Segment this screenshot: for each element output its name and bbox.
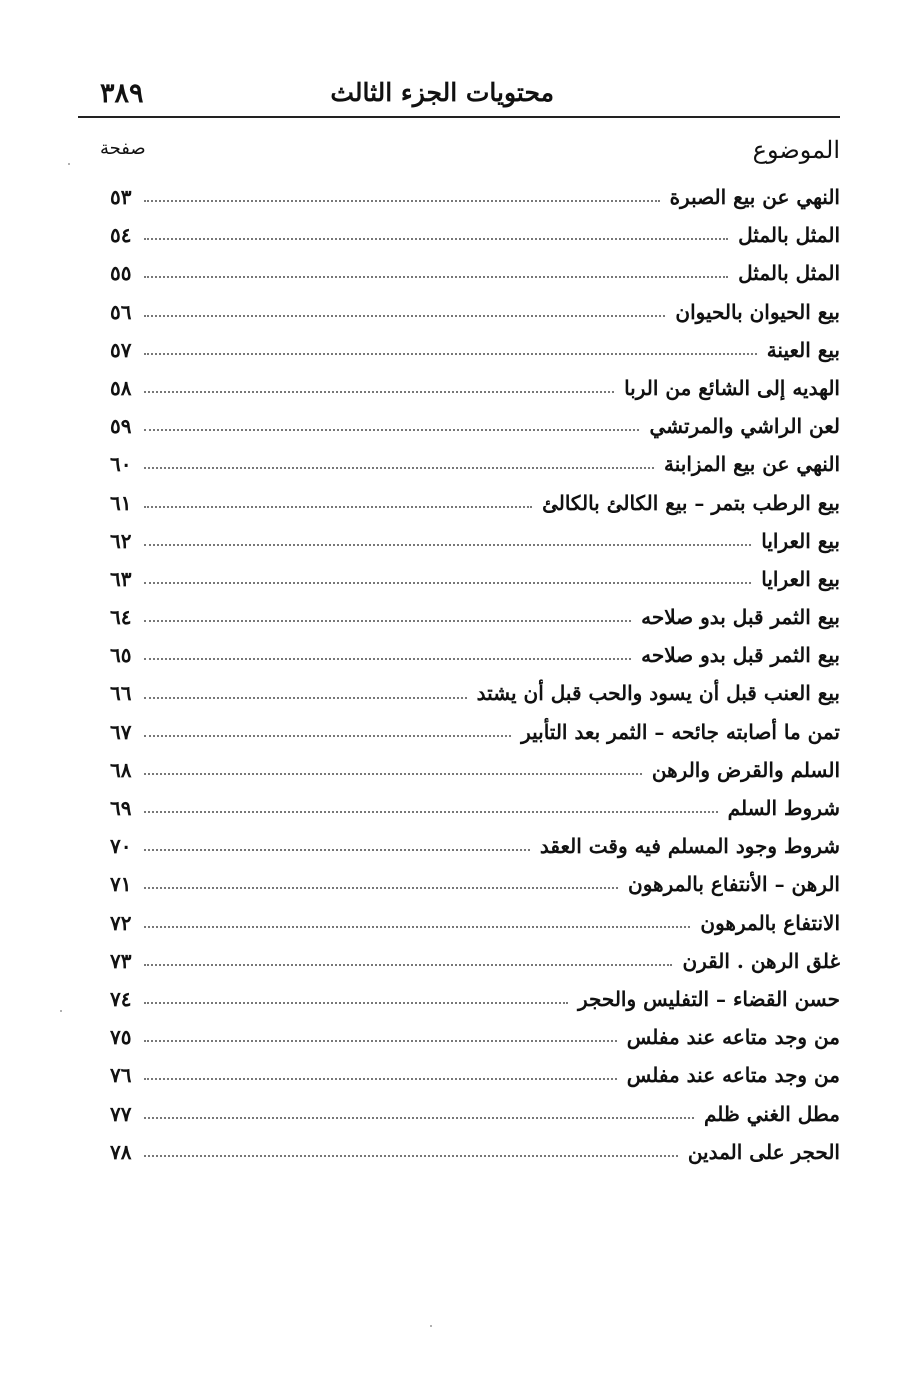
toc-entry-title: شروط وجود المسلم فيه وقت العقد [539, 834, 840, 859]
toc-entry-title: غلق الرهن . القرن [682, 948, 840, 973]
toc-entry-title: من وجد متاعه عند مفلس [626, 1025, 840, 1050]
toc-entry-title: المثل بالمثل [738, 223, 840, 248]
dot-leader [144, 429, 639, 431]
toc-entry-page: ٥٥ [110, 261, 132, 286]
toc-entry-title: لعن الراشي والمرتشي [649, 414, 840, 439]
toc-entry [110, 331, 840, 369]
toc-entry [110, 789, 840, 827]
dot-leader [144, 735, 511, 737]
column-headings [95, 136, 840, 172]
toc-entry-title: الانتفاع بالمرهون [700, 910, 840, 935]
toc-entry-page: ٦٨ [110, 757, 132, 782]
header-rule [78, 116, 840, 118]
paper-speck [68, 163, 70, 165]
toc-entry-title: الهديه إلى الشائع من الربا [624, 375, 840, 400]
toc-entry-title: بيع الثمر قبل بدو صلاحه [641, 643, 840, 668]
toc-entry-title: الحجر على المدين [687, 1139, 840, 1164]
running-header [78, 78, 840, 118]
toc-entry [110, 407, 840, 445]
dot-leader [144, 276, 728, 278]
toc-entry-page: ٧٢ [110, 910, 132, 935]
toc-entry-page: ٧٥ [110, 1025, 132, 1050]
dot-leader [144, 238, 728, 240]
toc-entry-page: ٧٦ [110, 1063, 132, 1088]
topic-column-heading: الموضوع [752, 136, 840, 164]
toc-entry-title: السلم والقرض والرهن [651, 757, 840, 782]
toc-entry [110, 904, 840, 942]
page-number: ٣٨٩ [100, 78, 144, 109]
toc-entry-page: ٧٣ [110, 948, 132, 973]
dot-leader [144, 658, 631, 660]
paper-speck [60, 1010, 62, 1012]
toc-entry [110, 1018, 840, 1056]
dot-leader [144, 353, 757, 355]
table-of-contents [110, 178, 840, 1171]
toc-entry-page: ٦٩ [110, 796, 132, 820]
dot-leader [144, 697, 467, 699]
toc-entry-page: ٧٧ [110, 1101, 132, 1126]
dot-leader [144, 1078, 617, 1080]
toc-entry [110, 1133, 840, 1171]
toc-entry [110, 942, 840, 980]
dot-leader [144, 200, 660, 202]
toc-entry [110, 445, 840, 483]
toc-entry-title: بيع الحيوان بالحيوان [675, 299, 840, 324]
toc-entry-title: بيع العنب قبل أن يسود والحب قبل أن يشتد [476, 681, 840, 706]
toc-entry-page: ٥٣ [110, 185, 132, 209]
toc-entry [110, 713, 840, 751]
dot-leader [144, 544, 751, 546]
toc-entry [110, 522, 840, 560]
toc-entry-title: النهي عن بيع الصبرة [669, 185, 840, 209]
toc-entry-page: ٥٧ [110, 337, 132, 362]
toc-entry [110, 369, 840, 407]
toc-entry-title: بيع الرطب بتمر – بيع الكالئ بالكالئ [542, 490, 840, 515]
toc-entry-title: من وجد متاعه عند مفلس [626, 1063, 840, 1088]
toc-entry-page: ٥٤ [110, 223, 132, 248]
dot-leader [144, 1002, 568, 1004]
dot-leader [144, 1040, 617, 1042]
toc-entry-page: ٧٠ [110, 834, 132, 859]
toc-entry-page: ٧٤ [110, 986, 132, 1011]
dot-leader [144, 467, 654, 469]
toc-entry-page: ٦٧ [110, 719, 132, 744]
toc-entry [110, 484, 840, 522]
toc-entry-page: ٦٠ [110, 452, 132, 477]
toc-entry-page: ٦٤ [110, 605, 132, 630]
dot-leader [144, 391, 614, 393]
toc-entry [110, 1095, 840, 1133]
dot-leader [144, 811, 718, 813]
toc-entry-page: ٦٢ [110, 528, 132, 553]
toc-entry-title: المثل بالمثل [738, 261, 840, 286]
toc-entry-title: بيع العرايا [761, 528, 840, 553]
toc-entry-page: ٦١ [110, 490, 132, 515]
toc-entry [110, 674, 840, 712]
toc-entry-page: ٥٩ [110, 414, 132, 439]
toc-entry [110, 827, 840, 865]
toc-entry-title: مطل الغني ظلم [703, 1101, 840, 1126]
toc-entry-title: بيع الثمر قبل بدو صلاحه [641, 605, 840, 630]
toc-entry-title: شروط السلم [727, 796, 840, 820]
dot-leader [144, 506, 532, 508]
toc-entry-title: تمن ما أصابته جائحه – الثمر بعد التأبير [521, 719, 840, 744]
toc-entry-page: ٥٨ [110, 375, 132, 400]
dot-leader [144, 1155, 678, 1157]
toc-entry [110, 1056, 840, 1094]
toc-entry [110, 178, 840, 216]
toc-entry [110, 980, 840, 1018]
toc-entry-title: حسن القضاء – التفليس والحجر [577, 986, 840, 1011]
toc-entry [110, 254, 840, 292]
page-column-heading: صفحة [100, 138, 146, 159]
dot-leader [144, 315, 665, 317]
toc-entry-page: ٥٦ [110, 299, 132, 324]
toc-entry-page: ٧١ [110, 872, 132, 897]
dot-leader [144, 582, 751, 584]
toc-entry [110, 636, 840, 674]
toc-entry-page: ٦٥ [110, 643, 132, 668]
toc-entry-title: بيع العينة [766, 337, 840, 362]
toc-entry [110, 216, 840, 254]
paper-speck [430, 1325, 432, 1327]
dot-leader [144, 773, 642, 775]
header-title: محتويات الجزء الثالث [330, 78, 554, 107]
toc-entry [110, 293, 840, 331]
dot-leader [144, 1117, 694, 1119]
dot-leader [144, 849, 530, 851]
toc-entry-title: الرهن – الأنتفاع بالمرهون [628, 872, 840, 897]
toc-entry-title: بيع العرايا [761, 566, 840, 591]
toc-entry-page: ٦٣ [110, 566, 132, 591]
dot-leader [144, 926, 690, 928]
toc-entry [110, 751, 840, 789]
dot-leader [144, 887, 618, 889]
toc-entry [110, 560, 840, 598]
toc-entry-title: النهي عن بيع المزابنة [664, 452, 840, 477]
toc-entry-page: ٧٨ [110, 1139, 132, 1164]
dot-leader [144, 620, 631, 622]
dot-leader [144, 964, 672, 966]
toc-entry-page: ٦٦ [110, 681, 132, 706]
toc-entry [110, 865, 840, 903]
toc-entry [110, 598, 840, 636]
